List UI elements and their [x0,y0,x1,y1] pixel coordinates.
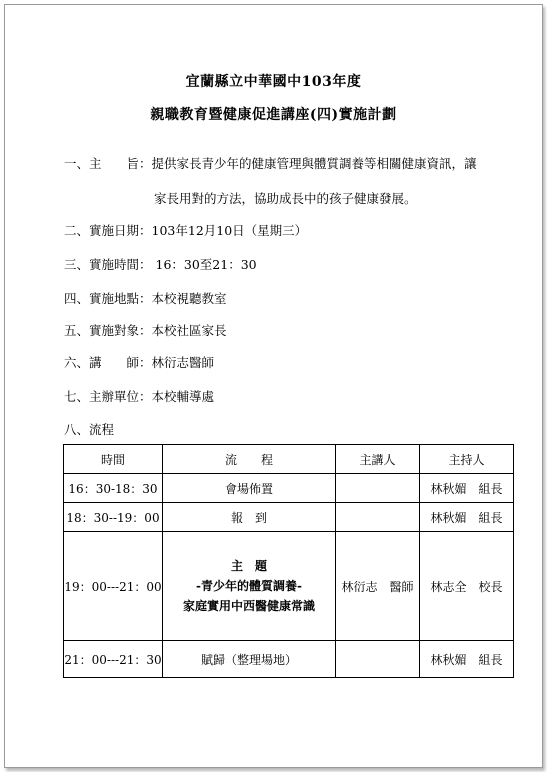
item-label: 三、實施時間： [64,257,152,272]
document-subtitle: 親職教育暨健康促進講座(四)實施計劃 [150,107,397,123]
item-text: 本校視聽教室 [151,291,227,306]
cell-host: 林秋媚 組長 [420,641,514,678]
item-location [64,289,227,307]
table-row [64,641,514,678]
item-text: 本校輔導處 [151,389,215,404]
cell-speaker [336,474,420,503]
item-label: 六、講 師： [64,355,152,370]
item-schedule-heading [64,420,114,438]
header-time: 時間 [64,445,163,474]
item-lecturer [64,353,214,371]
item-organizer [64,387,214,405]
cell-host: 林秋媚 組長 [420,503,514,532]
item-purpose [64,154,477,172]
cell-time: 21：00---21：30 [64,641,163,678]
cell-speaker [336,503,420,532]
cell-speaker: 林衍志 醫師 [336,532,420,641]
item-label: 七、主辦單位： [64,389,152,404]
cell-speaker [336,641,420,678]
item-label: 二、實施日期： [64,223,152,238]
item-label: 八、流程 [64,422,115,437]
item-date [64,221,307,239]
table-row [64,503,514,532]
table-row [64,474,514,503]
topic-heading: 主 題 [230,559,267,573]
item-text: 16：30至21：30 [151,257,257,272]
cell-time: 16：30-18：30 [64,474,163,503]
topic-subtitle: 家庭實用中西醫健康常識 [182,599,315,613]
item-label: 四、實施地點： [64,291,152,306]
cell-flow: 報 到 [163,503,336,532]
schedule-table [63,444,514,678]
cell-host: 林秋媚 組長 [420,474,514,503]
cell-host: 林志全 校長 [420,532,514,641]
cell-time: 19：00---21：00 [64,532,163,641]
item-text: 103年12月10日（星期三） [151,223,308,238]
header-host: 主持人 [420,445,514,474]
cell-flow: 會場佈置 [163,474,336,503]
item-time [64,255,257,273]
cell-flow-topic [163,532,336,641]
cell-flow: 賦歸（整理場地） [163,641,336,678]
table-header-row [64,445,514,474]
item-text: 本校社區家長 [151,323,227,338]
item-purpose-continued: 家長用對的方法，協助成長中的孩子健康發展。 [154,191,417,206]
item-label: 五、實施對象： [64,323,152,338]
item-text: 林衍志醫師 [151,355,215,370]
item-label: 一、主 旨： [64,156,152,171]
item-text: 提供家長青少年的健康管理與體質調養等相關健康資訊，讓 [151,156,477,171]
topic-title: -青少年的體質調養- [196,579,302,593]
cell-time: 18：30--19：00 [64,503,163,532]
header-flow: 流 程 [163,445,336,474]
table-row [64,532,514,641]
item-audience [64,321,227,339]
document-title: 宜蘭縣立中華國中103年度 [185,74,362,90]
header-speaker: 主講人 [336,445,420,474]
